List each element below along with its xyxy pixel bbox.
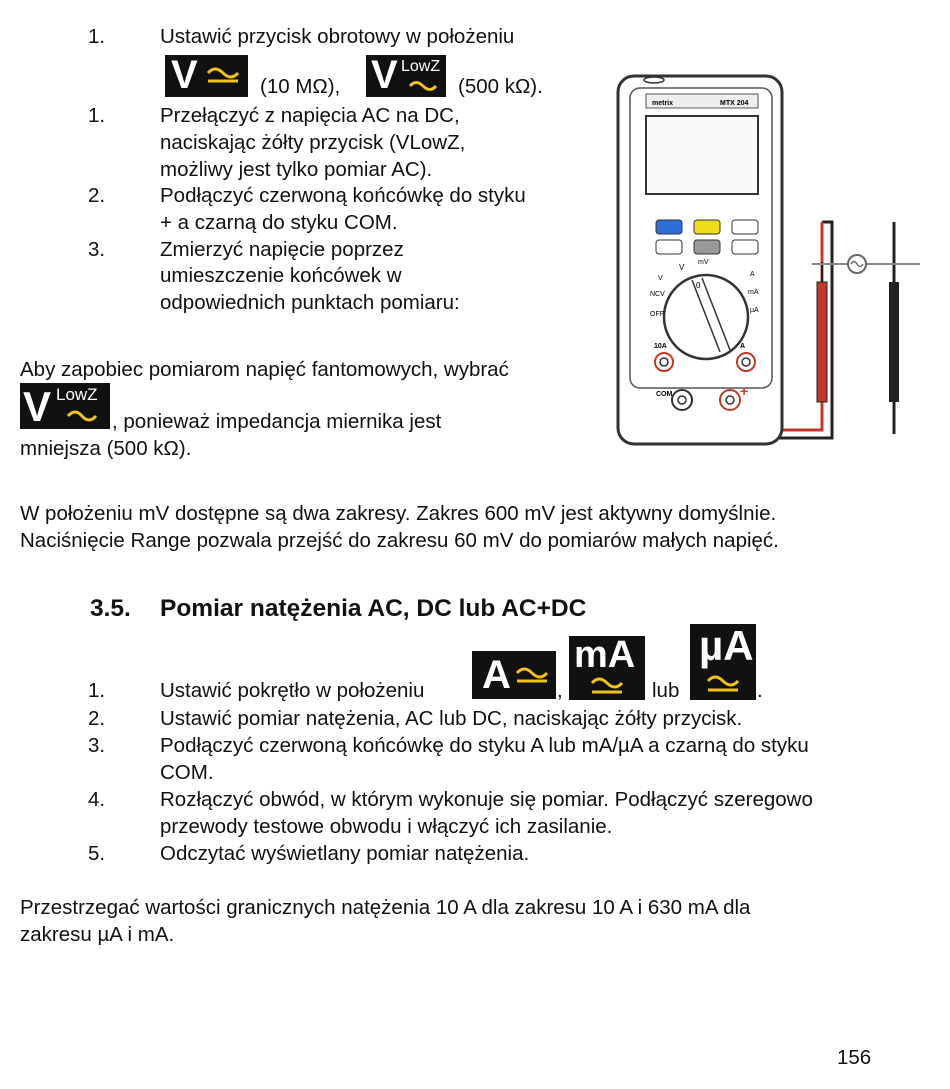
svg-text:µA: µA [750,307,759,314]
section-number: 3.5. [90,595,131,622]
step-number: 1. [88,104,106,127]
ua-badge-icon: µA [690,624,756,700]
note-line: , ponieważ impedancja miernika jest [112,410,442,433]
step-line: Przełączyć z napięcia AC na DC, [160,104,460,127]
note-line: zakresu µA i mA. [20,923,175,946]
step-number: 3. [88,238,106,261]
page-number: 156 [837,1046,872,1069]
ac-dc-wave-icon [705,672,741,696]
svg-text:V: V [679,263,685,272]
step-line: + a czarną do styku COM. [160,211,398,234]
step-line: naciskając żółty przycisk (VLowZ, [160,131,466,154]
separator: . [757,679,763,702]
step-line: Odczytać wyświetlany pomiar natężenia. [160,842,530,865]
separator: lub [652,679,680,702]
step-line: Podłączyć czerwoną końcówkę do styku [160,184,526,207]
v-lowz-badge-icon: V LowZ [20,383,110,429]
multimeter-illustration [614,72,920,450]
v-lowz-badge-icon: V LowZ [366,55,446,97]
note-line: W położeniu mV dostępne są dwa zakresy. Zakres 600 mV jest aktywny domyślnie. [20,502,777,525]
step-number: 1. [88,25,106,48]
step-number: 5. [88,842,106,865]
svg-text:0: 0 [696,281,701,290]
separator: , [557,679,563,702]
step-number: 4. [88,788,106,811]
step-line: Ustawić pokrętło w położeniu [160,679,425,702]
ac-dc-wave-icon [514,663,552,687]
step-number: 2. [88,707,106,730]
ac-dc-wave-icon [589,674,625,698]
note-line: mniejsza (500 kΩ). [20,437,192,460]
step-line: Podłączyć czerwoną końcówkę do styku A lub mA/µA a czarną do styku [160,734,809,757]
v-ac-dc-badge-icon: V [165,55,248,97]
model-label: MTX 204 [720,100,749,107]
option-impedance-1: (10 MΩ), [260,75,341,98]
ac-wave-icon [66,407,98,423]
note-line: Aby zapobiec pomiarom napięć fantomowych, wybrać [20,358,509,381]
step-line: COM. [160,761,214,784]
svg-text:NCV: NCV [650,291,665,298]
svg-text:A: A [740,343,746,350]
svg-text:OFF: OFF [650,311,664,318]
step-text: Ustawić przycisk obrotowy w położeniu [160,25,515,48]
step-line: przewody testowe obwodu i włączyć ich zasilanie. [160,815,613,838]
svg-text:A: A [750,271,755,278]
svg-text:+: + [740,383,749,399]
ac-wave-icon [408,78,438,92]
brand-label: metrix [652,100,674,107]
svg-text:10A: 10A [654,343,667,350]
svg-text:mV: mV [698,259,709,266]
section-title: Pomiar natężenia AC, DC lub AC+DC [160,595,587,622]
step-line: Zmierzyć napięcie poprzez [160,238,404,261]
step-line: umieszczenie końcówek w [160,264,402,287]
step-line: odpowiednich punktach pomiaru: [160,291,460,314]
note-line: Naciśnięcie Range pozwala przejść do zakresu 60 mV do pomiarów małych napięć. [20,529,779,552]
step-number: 1. [88,679,106,702]
step-line: Ustawić pomiar natężenia, AC lub DC, naciskając żółty przycisk. [160,707,743,730]
option-impedance-2: (500 kΩ). [458,75,543,98]
ac-dc-wave-icon [205,63,243,87]
step-number: 3. [88,734,106,757]
svg-text:COM: COM [656,391,673,398]
step-line: możliwy jest tylko pomiar AC). [160,158,433,181]
note-line: Przestrzegać wartości granicznych natężenia 10 A dla zakresu 10 A i 630 mA dla [20,896,751,919]
a-ac-dc-badge-icon: A [472,651,556,699]
step-number: 2. [88,184,106,207]
svg-text:mA: mA [748,289,759,296]
step-line: Rozłączyć obwód, w którym wykonuje się pomiar. Podłączyć szeregowo [160,788,813,811]
svg-text:V: V [658,275,663,282]
ma-badge-icon: mA [569,636,645,700]
